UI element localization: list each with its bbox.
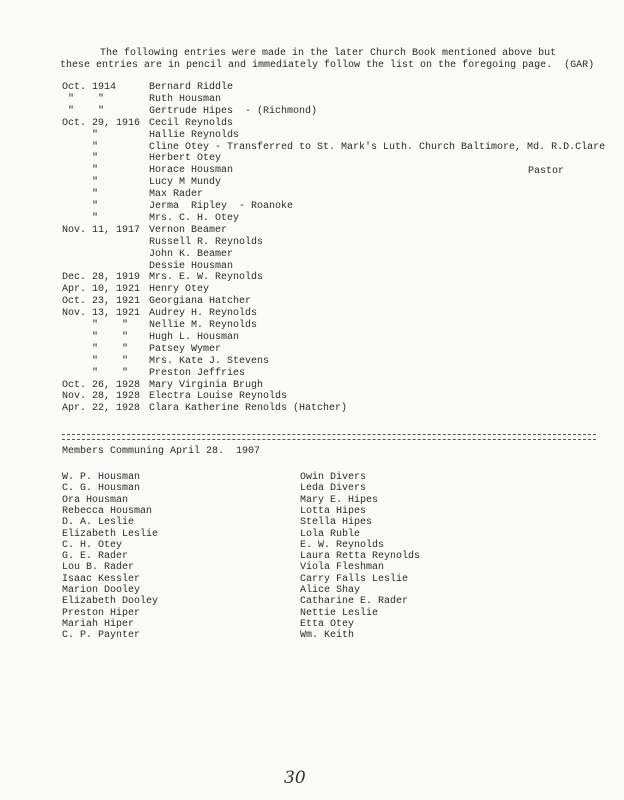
entry-date: " xyxy=(62,130,99,141)
member-name: Laura Retta Reynolds xyxy=(300,551,421,562)
member-name: Nettie Leslie xyxy=(300,608,379,619)
entry-date: Nov. 11, 1917 xyxy=(62,225,141,236)
member-name: C. G. Housman xyxy=(62,483,141,494)
entry-name: Max Rader xyxy=(149,189,204,200)
member-name: Ora Housman xyxy=(62,495,129,506)
member-name: Owin Divers xyxy=(300,472,367,483)
members-header: Members Communing April 28. 1907 xyxy=(62,446,261,457)
entry-date: Nov. 13, 1921 xyxy=(62,308,141,319)
entry-name: Cecil Reynolds xyxy=(149,118,234,129)
page-number: 30 xyxy=(284,768,306,788)
member-name: Carry Falls Leslie xyxy=(300,574,409,585)
separator-line xyxy=(62,434,596,440)
entry-date: " xyxy=(62,189,99,200)
member-name: G. E. Rader xyxy=(62,551,129,562)
entry-date: " " xyxy=(62,344,129,355)
member-name: Lotta Hipes xyxy=(300,506,367,517)
entry-date: " xyxy=(62,165,99,176)
entry-name: Mary Virginia Brugh xyxy=(149,380,264,391)
entry-name: Mrs. E. W. Reynolds xyxy=(149,272,264,283)
entry-date: Oct. 23, 1921 xyxy=(62,296,141,307)
member-name: C. P. Paynter xyxy=(62,630,141,641)
entry-date: " xyxy=(62,153,99,164)
entry-date: " " xyxy=(62,106,105,117)
entry-date: " xyxy=(62,177,99,188)
member-name: Marion Dooley xyxy=(62,585,141,596)
pastor-note: Pastor xyxy=(528,166,565,177)
member-name: C. H. Otey xyxy=(62,540,123,551)
entry-name: Audrey H. Reynolds xyxy=(149,308,258,319)
entry-date: Apr. 10, 1921 xyxy=(62,284,141,295)
entry-date: " xyxy=(62,142,99,153)
entry-date: Dec. 28, 1919 xyxy=(62,272,141,283)
entry-name: Patsey Wymer xyxy=(149,344,222,355)
entry-name: Ruth Housman xyxy=(149,94,222,105)
entry-date: Oct. 1914 xyxy=(62,82,117,93)
entry-name: Nellie M. Reynolds xyxy=(149,320,258,331)
member-name: Lola Ruble xyxy=(300,529,361,540)
entry-name: Bernard Riddle xyxy=(149,82,234,93)
entry-date: " " xyxy=(62,94,105,105)
member-name: E. W. Reynolds xyxy=(300,540,385,551)
entry-name: Cline Otey - Transferred to St. Mark's Luth. Church Baltimore, Md. R.D.Clare xyxy=(149,142,606,153)
entry-name: Hallie Reynolds xyxy=(149,130,240,141)
entry-name: Jerma Ripley - Roanoke xyxy=(149,201,294,212)
entry-name: Gertrude Hipes - (Richmond) xyxy=(149,106,318,117)
entry-name: Electra Louise Reynolds xyxy=(149,391,288,402)
entry-date: " " xyxy=(62,368,129,379)
entry-date: " xyxy=(62,201,99,212)
member-name: Catharine E. Rader xyxy=(300,596,409,607)
entry-name: Lucy M Mundy xyxy=(149,177,222,188)
entry-name: Hugh L. Housman xyxy=(149,332,240,343)
entry-name: Clara Katherine Renolds (Hatcher) xyxy=(149,403,348,414)
member-name: D. A. Leslie xyxy=(62,517,135,528)
member-name: Rebecca Housman xyxy=(62,506,153,517)
member-name: Leda Divers xyxy=(300,483,367,494)
entry-date: " " xyxy=(62,356,129,367)
entry-name: Vernon Beamer xyxy=(149,225,228,236)
entry-date: " xyxy=(62,213,99,224)
entry-name: Mrs. C. H. Otey xyxy=(149,213,240,224)
member-name: Mariah Hiper xyxy=(62,619,135,630)
entry-date: Oct. 26, 1928 xyxy=(62,380,141,391)
entry-name: Dessie Housman xyxy=(149,261,234,272)
member-name: Isaac Kessler xyxy=(62,574,141,585)
member-name: Etta Otey xyxy=(300,619,355,630)
entry-name: Horace Housman xyxy=(149,165,234,176)
entry-name: Preston Jeffries xyxy=(149,368,246,379)
member-name: Mary E. Hipes xyxy=(300,495,379,506)
intro-line-1: The following entries were made in the later Church Book mentioned above but xyxy=(100,48,557,59)
member-name: Wm. Keith xyxy=(300,630,355,641)
member-name: Stella Hipes xyxy=(300,517,373,528)
entry-date: Apr. 22, 1928 xyxy=(62,403,141,414)
member-name: Alice Shay xyxy=(300,585,361,596)
entry-name: Georgiana Hatcher xyxy=(149,296,252,307)
entry-date: Nov. 28, 1928 xyxy=(62,391,141,402)
member-name: Viola Fleshman xyxy=(300,562,385,573)
entry-date: " " xyxy=(62,332,129,343)
entry-name: Russell R. Reynolds xyxy=(149,237,264,248)
entry-name: John K. Beamer xyxy=(149,249,234,260)
member-name: W. P. Housman xyxy=(62,472,141,483)
member-name: Elizabeth Dooley xyxy=(62,596,159,607)
entry-name: Herbert Otey xyxy=(149,153,222,164)
member-name: Preston Hiper xyxy=(62,608,141,619)
member-name: Lou B. Rader xyxy=(62,562,135,573)
entry-name: Henry Otey xyxy=(149,284,210,295)
intro-line-2: these entries are in pencil and immediately follow the list on the foregoing page. (GAR) xyxy=(60,60,595,71)
entry-date: " " xyxy=(62,320,129,331)
entry-date: Oct. 29, 1916 xyxy=(62,118,141,129)
entry-name: Mrs. Kate J. Stevens xyxy=(149,356,270,367)
member-name: Elizabeth Leslie xyxy=(62,529,159,540)
